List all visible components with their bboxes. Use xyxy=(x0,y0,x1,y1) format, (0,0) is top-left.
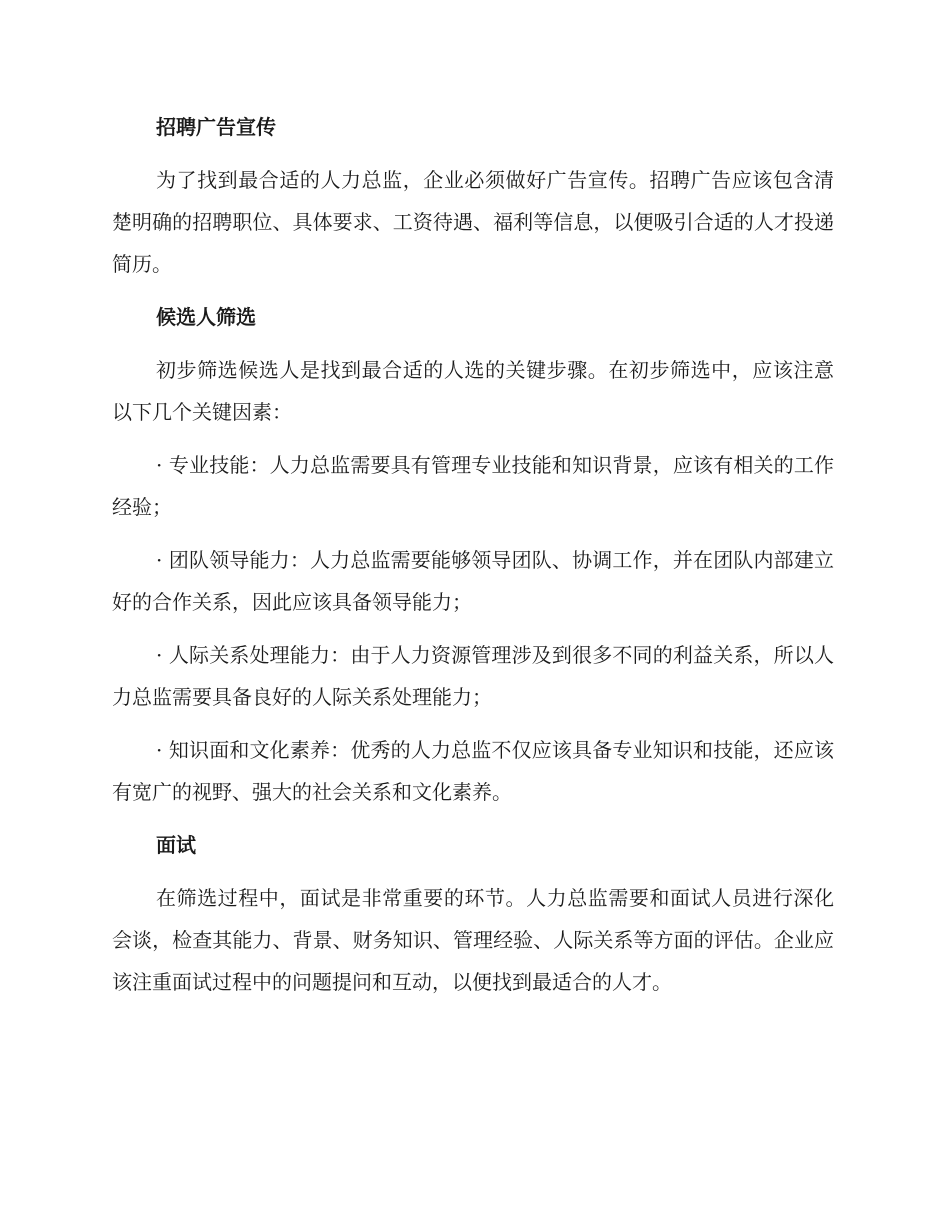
bullet-item: · 人际关系处理能力：由于人力资源管理涉及到很多不同的利益关系，所以人力总监需要具备良好的人际关系处理能力； xyxy=(112,643,834,709)
body-paragraph: 为了找到最合适的人力总监，企业必须做好广告宣传。招聘广告应该包含清楚明确的招聘职位、具体要求、工资待遇、福利等信息，以便吸引合适的人才投递简历。 xyxy=(112,168,834,276)
body-paragraph: 在筛选过程中，面试是非常重要的环节。人力总监需要和面试人员进行深化会谈，检查其能力、背景、财务知识、管理经验、人际关系等方面的评估。企业应该注重面试过程中的问题提问和互动，以便找到最适合的人才。 xyxy=(112,886,834,994)
section-heading: 候选人筛选 xyxy=(156,305,256,329)
section-heading: 招聘广告宣传 xyxy=(156,115,276,139)
document-page xyxy=(112,106,834,1014)
body-paragraph: 初步筛选候选人是找到最合适的人选的关键步骤。在初步筛选中，应该注意以下几个关键因素： xyxy=(112,358,834,424)
section-interview xyxy=(112,824,834,1003)
bullet-item: · 专业技能：人力总监需要具有管理专业技能和知识背景，应该有相关的工作经验； xyxy=(112,453,834,519)
section-candidate-screening xyxy=(112,296,834,813)
bullet-item: · 团队领导能力：人力总监需要能够领导团队、协调工作，并在团队内部建立好的合作关系，因此应该具备领导能力； xyxy=(112,548,834,614)
section-recruitment-ad xyxy=(112,106,834,285)
section-heading: 面试 xyxy=(156,833,196,857)
bullet-item: · 知识面和文化素养：优秀的人力总监不仅应该具备专业知识和技能，还应该有宽广的视野、强大的社会关系和文化素养。 xyxy=(112,738,834,804)
